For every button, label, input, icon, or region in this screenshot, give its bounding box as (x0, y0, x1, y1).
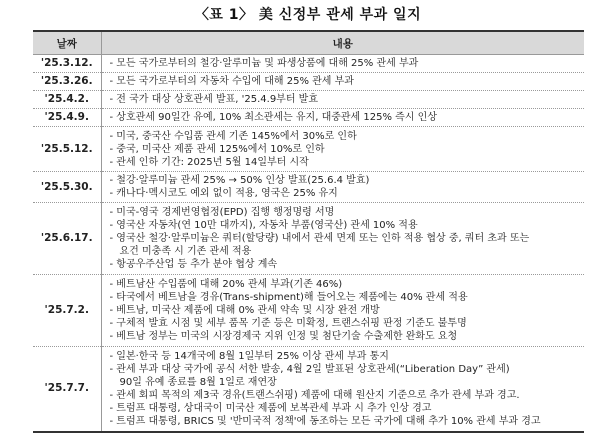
tariff-timeline-table (33, 30, 584, 433)
table-row (33, 55, 584, 73)
content-item: - 타국에서 베트남을 경유(Trans-shipment)해 들어오는 제품에는 40% 관세 적용 (109, 292, 468, 303)
row-content (101, 55, 584, 73)
row-date: '25.7.7. (33, 347, 101, 432)
row-date: '25.6.17. (33, 203, 101, 275)
content-item: - 모든 국가로부터의 철강·알루미늄 및 파생상품에 대해 25% 관세 부과 (109, 58, 419, 69)
row-date: '25.4.9. (33, 109, 101, 127)
row-content (101, 109, 584, 127)
content-item: - 트럼프 대통령, BRICS 및 '반미국적 정책'에 동조하는 모든 국가에 대해 추가 10% 관세 부과 경고 (109, 415, 541, 427)
table-row (33, 275, 584, 347)
table-row (33, 91, 584, 109)
row-content (101, 127, 584, 172)
row-content (101, 275, 584, 347)
content-item: - 트럼프 대통령, 상대국이 미국산 제품에 보복관세 부과 시 추가 인상 경고 (109, 402, 432, 414)
content-item: - 베트남산 수입품에 대해 20% 관세 부과(기존 46%) (109, 279, 343, 290)
content-item: - 영국산 자동차(연 10만 대까지), 자동차 부품(영국산) 관세 10% 적용 (109, 220, 418, 231)
content-item: - 영국산 철강·알루미늄은 쿼터(할당량) 내에서 관세 면제 또는 인하 적용 협상 중, 쿼터 초과 또는 (109, 233, 530, 244)
row-date: '25.4.2. (33, 91, 101, 109)
content-item: - 중국, 미국산 제품 관세 125%에서 10%로 인하 (109, 143, 325, 155)
table-row (33, 203, 584, 275)
table-body (33, 55, 584, 432)
content-item: - 관세 부과 대상 국가에 공식 서한 발송, 4월 2일 발표된 상호관세(“Liberation Day” 관세) (109, 363, 510, 375)
content-item: - 베트남, 미국산 제품에 대해 0% 관세 약속 및 시장 완전 개방 (109, 305, 380, 316)
row-date: '25.3.26. (33, 73, 101, 91)
date-column-header: 날짜 (33, 31, 101, 55)
content-item: - 구체적 발효 시점 및 세부 품목 기준 등은 미확정, 트랜스쉬핑 판정 기준도 불투명 (109, 318, 467, 329)
content-item: - 관세 인하 기간: 2025년 5월 14일부터 시작 (109, 156, 309, 168)
table-row (33, 73, 584, 91)
content-item: - 미국, 중국산 수입품 관세 기존 145%에서 30%로 인하 (109, 130, 357, 142)
table-caption: 〈표 1〉 美 신정부 관세 부과 일지 (194, 7, 422, 23)
row-date: '25.3.12. (33, 55, 101, 73)
row-content (101, 203, 584, 275)
table-row (33, 109, 584, 127)
row-date: '25.7.2. (33, 275, 101, 347)
content-item: 90일 유예 종료를 8월 1일로 재연장 (119, 376, 277, 388)
content-item: - 항공우주산업 등 추가 분야 협상 계속 (109, 259, 278, 270)
content-item: - 베트남 정부는 미국의 시장경제국 지위 인정 및 첨단기술 수출제한 완화도 요청 (109, 331, 458, 342)
content-item: - 관세 회피 목적의 제3국 경유(트랜스쉬핑) 제품에 대해 원산지 기준으로 추가 관세 부과 경고. (109, 389, 520, 401)
row-content (101, 91, 584, 109)
content-item: - 모든 국가로부터의 자동차 수입에 대해 25% 관세 부과 (109, 76, 354, 87)
content-item: - 일본·한국 등 14개국에 8월 1일부터 25% 이상 관세 부과 통지 (109, 350, 389, 362)
row-content (101, 347, 584, 432)
table-header-row (33, 31, 584, 55)
content-column-header: 내용 (101, 31, 584, 55)
content-item: - 철강·알루미늄 관세 25% → 50% 인상 발표(25.6.4 발효) (109, 175, 370, 186)
content-item: - 상호관세 90일간 유예, 10% 최소관세는 유지, 대중관세 125% 즉시 인상 (109, 112, 437, 123)
table-row (33, 127, 584, 172)
row-content (101, 73, 584, 91)
row-date: '25.5.30. (33, 172, 101, 203)
table-row (33, 172, 584, 203)
content-item: 요건 미충족 시 기존 관세 적용 (119, 246, 252, 257)
row-date: '25.5.12. (33, 127, 101, 172)
row-content (101, 172, 584, 203)
content-item: - 미국-영국 경제번영협정(EPD) 집행 행정명령 서명 (109, 207, 335, 218)
table-row (33, 347, 584, 432)
content-item: - 캐나다·멕시코도 예외 없이 적용, 영국은 25% 유지 (109, 188, 338, 199)
content-item: - 전 국가 대상 상호관세 발표, '25.4.9부터 발효 (109, 94, 318, 105)
